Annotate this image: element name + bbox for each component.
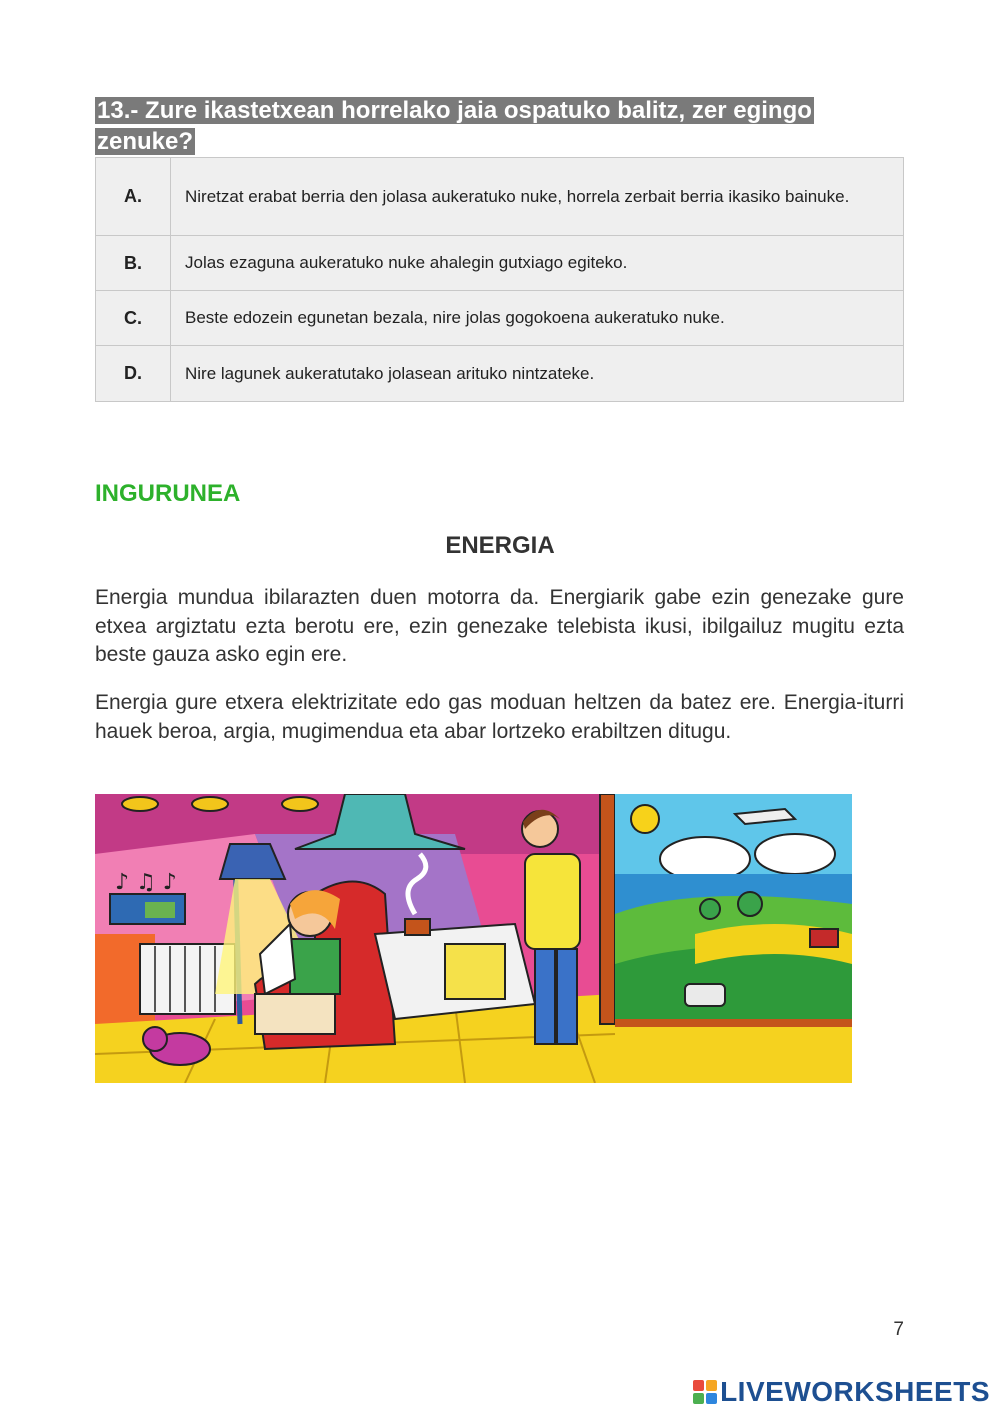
section-heading: INGURUNEA bbox=[95, 480, 241, 507]
article-paragraph: Energia mundua ibilarazten duen motorra da. Energiarik gabe ezin genezake gure etxea argiztatu ezta berotu ere, ezin genezake telebista ikusi, ibilgailuz mugitu ezta beste gauza asko egin ere. bbox=[95, 586, 904, 666]
answer-row[interactable] bbox=[96, 291, 904, 346]
answer-table bbox=[95, 157, 904, 402]
brand-name: LIVEWORKSHEETS bbox=[720, 1376, 990, 1407]
question-number: 13.- bbox=[97, 97, 139, 124]
question-text: Zure ikastetxean horrelako jaia ospatuko balitz, zer egingo zenuke? bbox=[97, 97, 812, 155]
brand-mark-icon bbox=[693, 1380, 717, 1404]
answer-text: Niretzat erabat berria den jolasa aukeratuko nuke, horrela zerbait berria ikasiko bainuke. bbox=[171, 158, 904, 236]
answer-letter: B. bbox=[96, 236, 171, 291]
answer-letter: A. bbox=[96, 158, 171, 236]
answer-text: Jolas ezaguna aukeratuko nuke ahalegin gutxiago egiteko. bbox=[171, 236, 904, 291]
question-heading bbox=[95, 95, 865, 157]
energy-home-illustration bbox=[95, 794, 852, 1083]
answer-text: Beste edozein egunetan bezala, nire jolas gogokoena aukeratuko nuke. bbox=[171, 291, 904, 346]
svg-text:♪ ♫ ♪: ♪ ♫ ♪ bbox=[115, 870, 177, 895]
answer-text: Nire lagunek aukeratutako jolasean arituko nintzateke. bbox=[171, 346, 904, 402]
answer-row[interactable] bbox=[96, 236, 904, 291]
brand-logo[interactable] bbox=[693, 1376, 990, 1408]
answer-letter: D. bbox=[96, 346, 171, 402]
article-paragraph: Energia gure etxera elektrizitate edo gas moduan heltzen da batez ere. Energia-iturri hauek beroa, argia, mugimendua eta abar lortzeko erabiltzen ditugu. bbox=[95, 691, 904, 743]
answer-row[interactable] bbox=[96, 158, 904, 236]
answer-letter: C. bbox=[96, 291, 171, 346]
article-title: ENERGIA bbox=[445, 532, 555, 559]
answer-row[interactable] bbox=[96, 346, 904, 402]
page-number: 7 bbox=[893, 1319, 904, 1340]
